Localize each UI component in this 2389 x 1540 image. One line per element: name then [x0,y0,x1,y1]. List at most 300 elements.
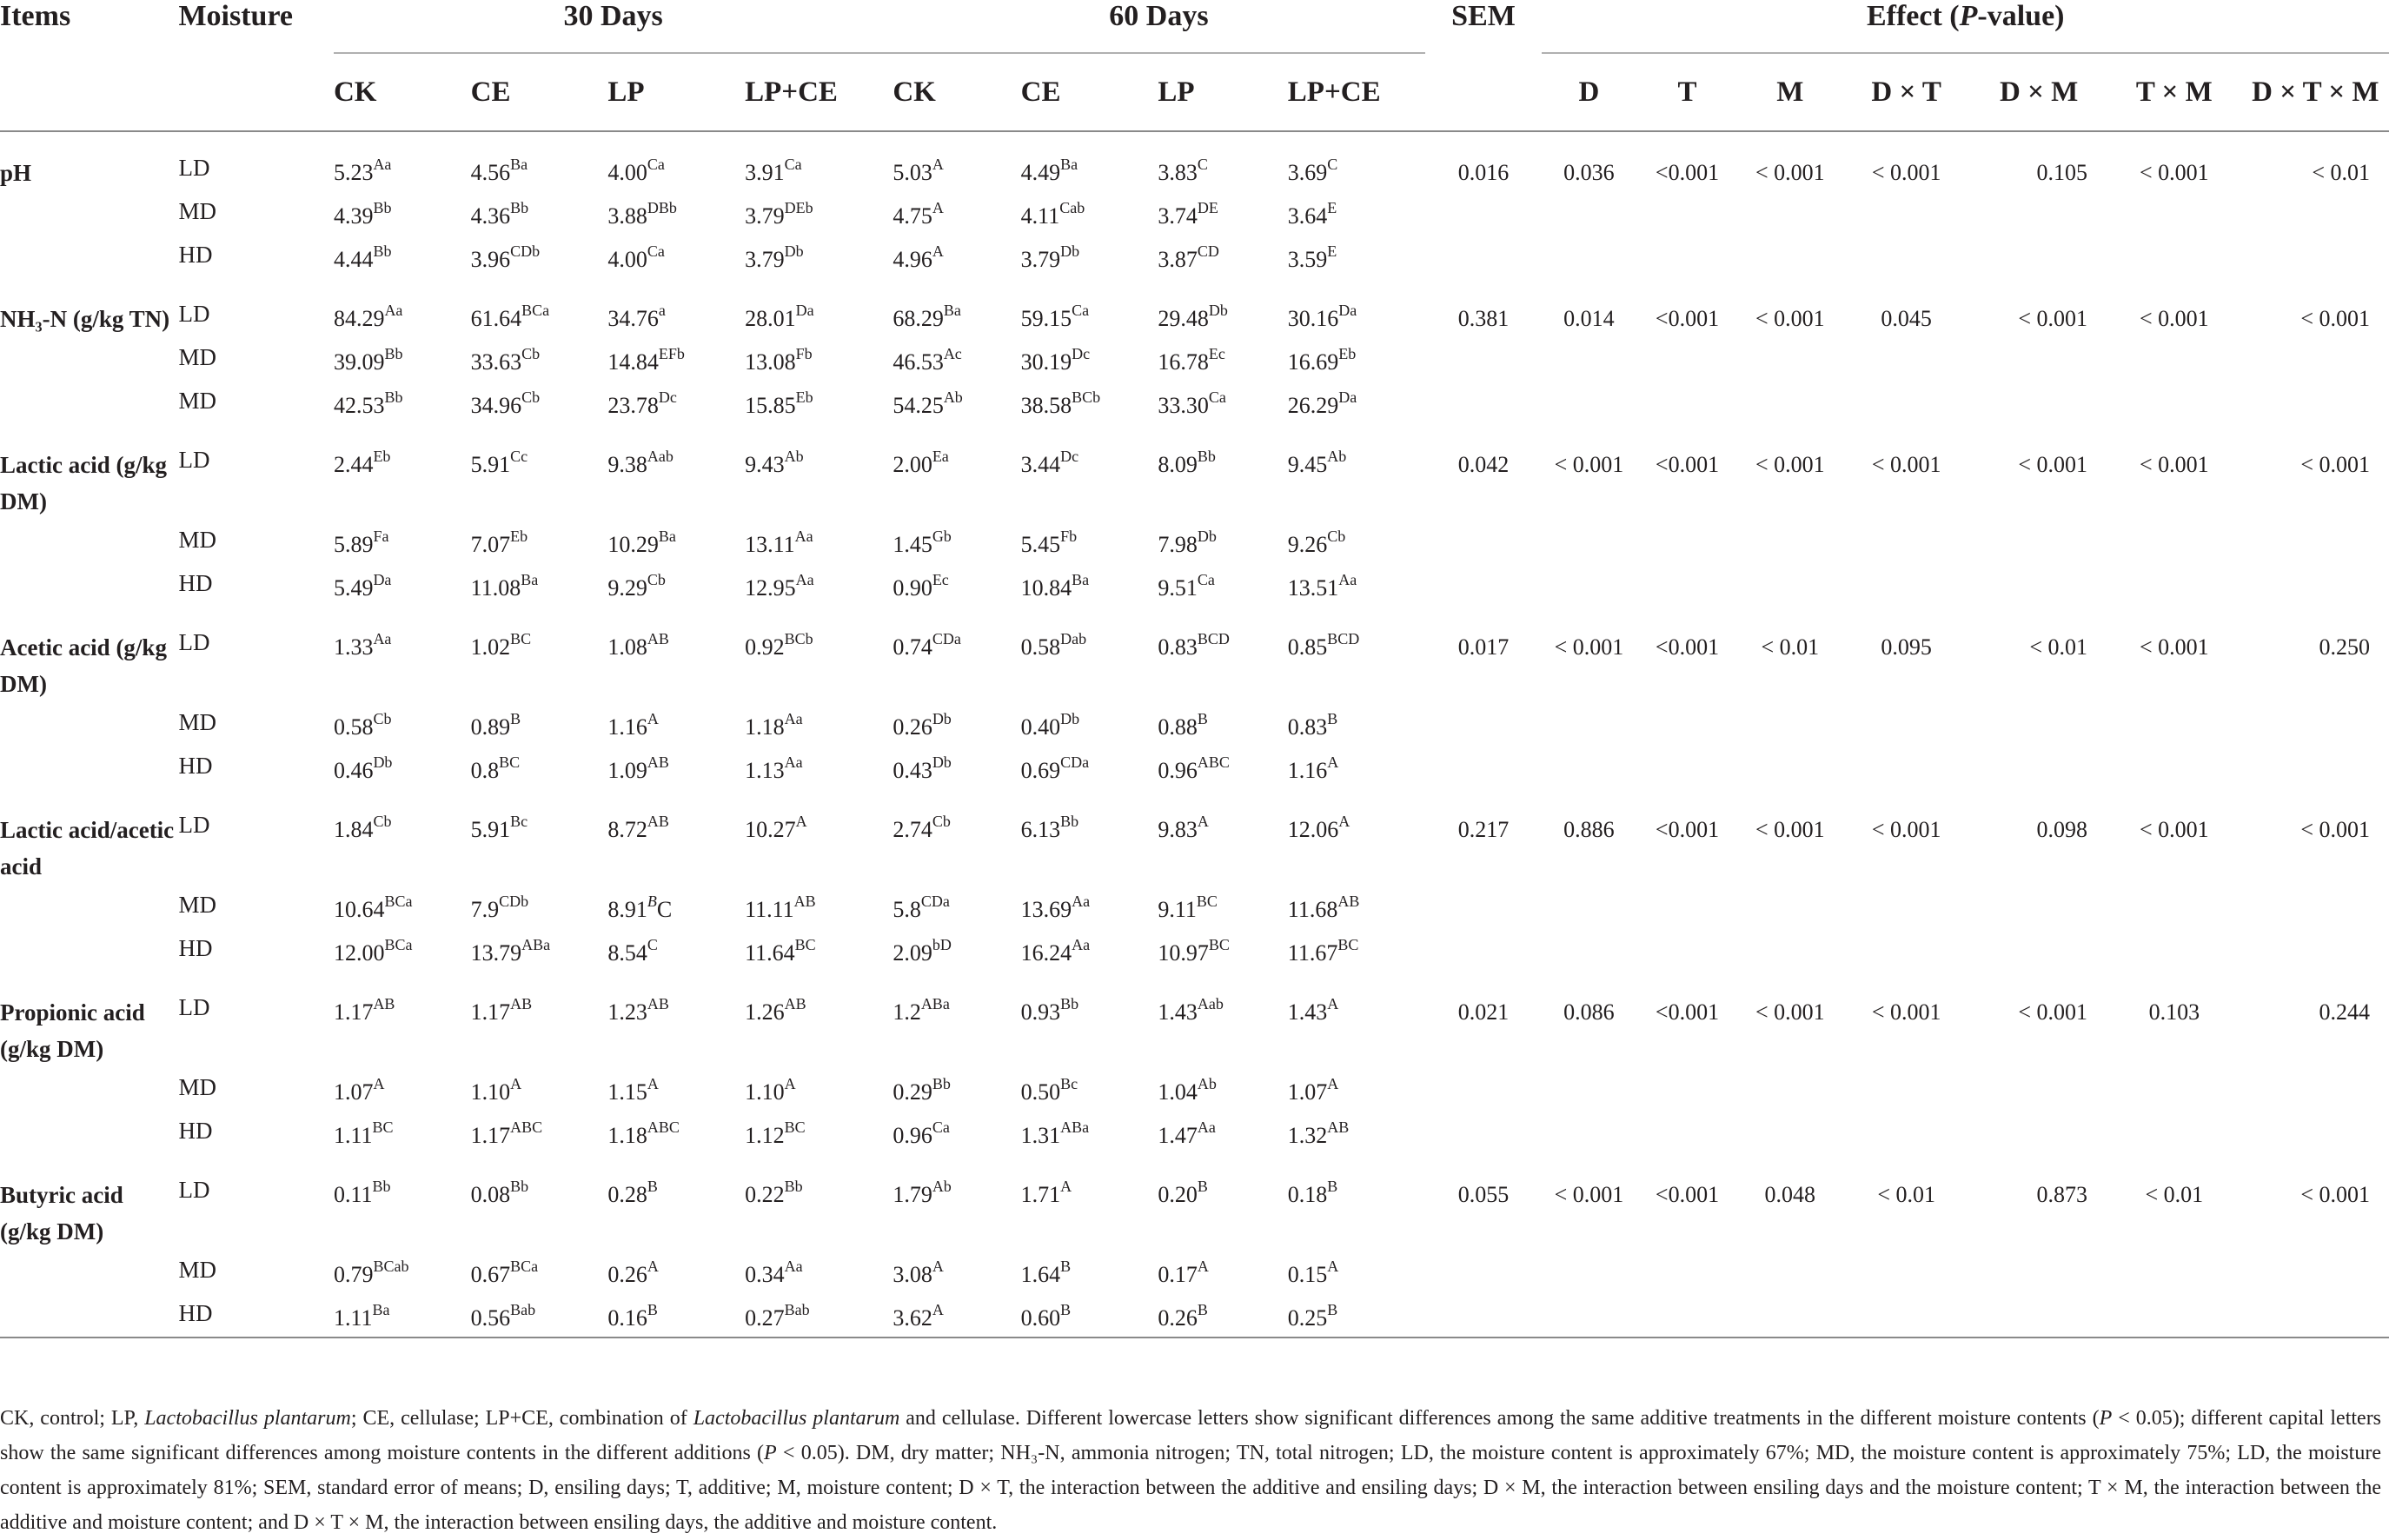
empty-cell [2107,1067,2242,1111]
moisture-label: HD [178,753,213,779]
empty-cell [1739,702,1842,746]
value-number: 0.43 [893,758,932,783]
value-cell [334,424,471,520]
p-value: < 0.001 [2300,817,2370,842]
p-value: < 0.001 [2300,306,2370,331]
empty-cell [1542,1067,1636,1111]
value-cell [1288,885,1425,928]
empty-cell [1425,191,1543,235]
value-number: 3.88 [607,203,647,229]
value-number: 30.19 [1020,349,1072,375]
significance-letters: B [1060,1258,1072,1275]
value-cell [471,1154,608,1250]
significance-letters: Aa [373,630,392,647]
value-number: 38.58 [1020,393,1072,418]
header-60-days: 60 Days [893,0,1424,53]
significance-letters: Ca [647,156,665,173]
value-number: 13.69 [1020,897,1072,922]
value-number: 30.16 [1287,306,1339,331]
significance-letters: Dc [1072,345,1091,362]
value-number: 12.06 [1287,817,1339,842]
value-cell [1021,1293,1158,1338]
significance-letters: BC [499,753,521,771]
value-number: 0.08 [470,1182,511,1207]
p-value: < 0.01 [1761,634,1820,660]
significance-letters: Db [1197,528,1217,545]
value-cell [334,928,471,972]
value-number: 0.79 [333,1262,374,1287]
value-number: 2.00 [893,452,932,477]
sem-value: 0.217 [1457,817,1510,842]
value-number: 59.15 [1020,306,1072,331]
value-cell [607,131,745,191]
value-number: 5.49 [333,575,374,601]
significance-letters: A [1327,995,1339,1012]
p-value: 0.014 [1563,306,1615,331]
significance-letters: Ac [943,345,962,362]
significance-letters: Cab [1059,199,1085,216]
value-number: 5.03 [893,160,932,185]
p-value: < 0.01 [1877,1182,1935,1207]
empty-cell [1971,1067,2107,1111]
p-value: < 0.001 [2140,817,2209,842]
value-number: 1.43 [1287,999,1328,1025]
value-number: 4.44 [333,247,374,272]
value-cell [1021,928,1158,972]
value-cell [334,520,471,563]
empty-cell [2107,191,2242,235]
significance-letters: Ca [932,1118,950,1136]
header-treatment: CK [334,53,471,131]
value-number: 3.96 [470,247,511,272]
p-value: < 0.001 [1871,999,1941,1025]
header-subrow [0,53,2389,131]
p-value: < 0.001 [2300,452,2370,477]
value-cell [471,746,608,789]
value-cell [1288,972,1425,1067]
header-blank [0,53,178,131]
value-cell [471,381,608,424]
value-number: 5.89 [333,532,374,557]
significance-letters: Db [1060,242,1080,260]
item-blank [0,1111,178,1154]
item-label: Lactic acid/acetic acid [0,817,175,880]
empty-cell [2107,337,2242,381]
empty-cell [1636,191,1738,235]
p-value: < 0.001 [1871,452,1941,477]
significance-letters: Dc [658,388,677,406]
significance-letters: BCa [384,936,413,953]
item-blank [0,885,178,928]
value-number: 3.87 [1158,247,1198,272]
value-cell [607,702,745,746]
empty-cell [1425,520,1543,563]
value-number: 0.83 [1287,714,1328,740]
value-number: 3.44 [1020,452,1061,477]
significance-letters: Aab [647,448,674,465]
value-number: 1.11 [333,1305,373,1331]
value-number: 2.74 [893,817,932,842]
value-cell [1021,702,1158,746]
empty-cell [1542,702,1636,746]
significance-letters: Ab [784,448,804,465]
significance-letters: AB [373,995,395,1012]
value-cell [607,520,745,563]
value-cell [1288,1111,1425,1154]
empty-cell [2242,885,2389,928]
value-cell [1021,607,1158,702]
value-number: 7.9 [470,897,500,922]
value-cell [745,337,893,381]
value-number: 1.08 [607,634,647,660]
empty-cell [1636,885,1738,928]
value-number: 0.20 [1158,1182,1198,1207]
significance-letters: Ab [932,1178,952,1195]
value-cell [471,278,608,337]
p-value: < 0.001 [1554,634,1624,660]
value-cell [1158,1293,1287,1338]
significance-letters: Cb [521,345,541,362]
empty-cell [1739,1111,1842,1154]
significance-letters: A [784,1075,796,1092]
significance-letters: Cc [510,448,528,465]
significance-letters: A [1197,813,1209,830]
significance-letters: ABa [521,936,551,953]
significance-letters: Fa [373,528,389,545]
empty-cell [1636,1293,1738,1338]
value-cell [334,746,471,789]
value-number: 4.56 [470,160,511,185]
significance-letters: AB [1327,1118,1350,1136]
value-cell [334,1250,471,1293]
value-cell [607,278,745,337]
value-number: 1.33 [333,634,374,660]
value-suffix: C [656,897,673,922]
value-cell [1288,424,1425,520]
p-value: <0.001 [1655,160,1720,185]
value-cell [1158,928,1287,972]
p-value: <0.001 [1655,999,1720,1025]
significance-letters: Ca [1197,571,1215,588]
value-number: 0.26 [607,1262,647,1287]
empty-cell [1636,746,1738,789]
p-value: < 0.001 [2140,160,2209,185]
value-cell [1288,746,1425,789]
sem-value: 0.055 [1457,1182,1510,1207]
value-number: 15.85 [745,393,796,418]
value-number: 26.29 [1287,393,1339,418]
value-number: 4.11 [1020,203,1060,229]
value-number: 1.43 [1158,999,1198,1025]
moisture-label: MD [178,892,216,918]
empty-cell [1971,563,2107,607]
value-number: 14.84 [607,349,659,375]
value-cell [471,702,608,746]
empty-cell [1739,563,1842,607]
significance-letters: Db [373,753,393,771]
significance-letters: B [1060,1301,1072,1318]
value-cell [1021,972,1158,1067]
empty-cell [2107,702,2242,746]
significance-letters: Aa [784,753,803,771]
empty-cell [1971,885,2107,928]
empty-cell [1739,746,1842,789]
value-number: 1.10 [745,1079,785,1105]
moisture-label: HD [178,1293,333,1338]
significance-letters: Aa [1072,936,1091,953]
value-number: 16.24 [1020,940,1072,966]
value-cell [1021,563,1158,607]
value-number: 39.09 [333,349,385,375]
empty-cell [2107,520,2242,563]
value-cell [1021,337,1158,381]
value-cell [1158,563,1287,607]
header-treatment: LP [607,53,745,131]
p-value: 0.105 [2036,160,2088,185]
value-number: 0.11 [333,1182,373,1207]
significance-letters: Ca [647,242,665,260]
value-number: 0.18 [1287,1182,1328,1207]
sem-value: 0.016 [1457,160,1510,185]
value-number: 5.45 [1020,532,1061,557]
moisture-label: MD [178,709,216,735]
empty-cell [1739,885,1842,928]
value-cell [334,1154,471,1250]
value-number: 1.47 [1158,1123,1198,1148]
p-value: 0.095 [1881,634,1932,660]
empty-cell [1636,702,1738,746]
value-number: 0.15 [1287,1262,1328,1287]
value-number: 4.00 [607,247,647,272]
significance-letters: BC [784,1118,806,1136]
value-number: 1.10 [470,1079,511,1105]
significance-letters: Da [1338,302,1357,319]
value-cell [745,746,893,789]
significance-letters: Bab [510,1301,536,1318]
value-cell [1158,746,1287,789]
value-number: 1.16 [1287,758,1328,783]
empty-cell [2107,928,2242,972]
value-cell [607,337,745,381]
significance-letters: Bb [1060,813,1079,830]
value-number: 68.29 [893,306,944,331]
value-number: 1.18 [607,1123,647,1148]
value-cell [1021,191,1158,235]
empty-cell [1425,381,1543,424]
value-cell [1021,278,1158,337]
significance-letters: ABC [510,1118,543,1136]
significance-letters: Ba [521,571,539,588]
significance-letters: CDa [932,630,961,647]
value-cell [893,972,1020,1067]
table-row [0,702,2389,746]
empty-cell [2242,381,2389,424]
item-blank [0,702,178,746]
table-row [0,972,2389,1067]
value-number: 0.96 [1158,758,1198,783]
significance-letters: Ba [1060,156,1078,173]
value-number: 0.74 [893,634,932,660]
significance-letters: Ba [510,156,528,173]
significance-letters: Eb [1338,345,1357,362]
empty-cell [1425,702,1543,746]
significance-letters: AB [647,995,669,1012]
significance-letters: Cb [373,710,392,727]
value-cell [334,789,471,885]
significance-letters: A [795,813,807,830]
moisture-label: HD [178,1118,213,1144]
value-number: 10.97 [1158,940,1209,966]
empty-cell [1542,191,1636,235]
significance-letters: AB [647,753,669,771]
value-number: 3.69 [1287,160,1328,185]
value-cell [1158,191,1287,235]
value-number: 0.26 [893,714,932,740]
value-number: 42.53 [333,393,385,418]
value-cell [893,928,1020,972]
value-number: 0.96 [893,1123,932,1148]
empty-cell [1636,1067,1738,1111]
significance-letters: AB [647,630,669,647]
value-number: 84.29 [333,306,385,331]
significance-letters: Aa [794,528,813,545]
significance-letters: DE [1197,199,1218,216]
empty-cell [1542,381,1636,424]
significance-letters: BCb [784,630,813,647]
table-row [0,607,2389,702]
significance-letters: A [932,156,944,173]
significance-letters: Ea [932,448,949,465]
value-number: 1.79 [893,1182,932,1207]
significance-letters: BC [1337,936,1359,953]
value-cell [1021,131,1158,191]
header-effect-term: T × M [2107,53,2242,131]
value-cell [1021,746,1158,789]
significance-letters: ABa [920,995,950,1012]
item-label: pH [0,160,32,186]
value-cell [893,1250,1020,1293]
value-cell [334,1067,471,1111]
table-row [0,1293,2389,1338]
significance-letters: Aa [1072,893,1091,910]
value-number: 1.45 [893,532,932,557]
significance-letters: BCa [384,893,413,910]
empty-cell [1542,520,1636,563]
empty-cell [1971,746,2107,789]
value-cell [471,191,608,235]
value-cell [1158,131,1287,191]
significance-letters: BCb [1072,388,1101,406]
significance-letters: a [658,302,666,319]
item-blank [0,520,178,563]
significance-letters: Ec [1208,345,1225,362]
value-cell [893,1154,1020,1250]
significance-letters: Cb [521,388,541,406]
value-number: 1.2 [893,999,921,1025]
value-cell [334,1111,471,1154]
value-cell [607,607,745,702]
moisture-label: LD [178,447,210,473]
value-number: 34.76 [607,306,659,331]
header-treatment: CK [893,53,1020,131]
value-number: 1.07 [1287,1079,1328,1105]
significance-letters: Ab [943,388,963,406]
value-number: 3.64 [1287,203,1328,229]
value-cell [334,1293,471,1338]
value-number: 7.98 [1158,532,1198,557]
significance-letters: Bb [384,345,403,362]
value-cell [745,520,893,563]
value-cell [1158,337,1287,381]
significance-letters: A [510,1075,522,1092]
significance-letters: Eb [373,448,391,465]
header-treatment: LP+CE [745,53,893,131]
empty-cell [1636,235,1738,278]
significance-letters: Bb [510,1178,529,1195]
significance-letters: BCa [510,1258,539,1275]
header-effect-term: D [1542,53,1636,131]
value-cell [893,381,1020,424]
value-number: 16.69 [1287,349,1339,375]
value-number: 3.08 [893,1262,932,1287]
empty-cell [2107,746,2242,789]
moisture-label: MD [178,388,216,414]
value-number: 4.75 [893,203,932,229]
empty-cell [1425,563,1543,607]
item-blank [0,191,178,235]
header-treatment: CE [471,53,608,131]
value-cell [471,1250,608,1293]
p-value: < 0.01 [2145,1182,2204,1207]
value-cell [1021,1111,1158,1154]
value-number: 33.30 [1158,393,1209,418]
value-cell [745,1111,893,1154]
significance-letters: AB [793,893,816,910]
significance-letters: Aa [795,571,814,588]
significance-letters: CDa [920,893,950,910]
significance-letters: B [647,893,657,910]
value-cell [1021,520,1158,563]
value-number: 0.40 [1020,714,1061,740]
value-number: 0.83 [1158,634,1198,660]
significance-letters: Bb [784,1178,803,1195]
value-number: 9.26 [1287,532,1328,557]
value-cell [745,424,893,520]
value-cell [471,972,608,1067]
significance-letters: CDb [499,893,529,910]
value-number: 1.13 [745,758,785,783]
empty-cell [2242,235,2389,278]
significance-letters: B [510,710,521,727]
value-cell [471,424,608,520]
item-label: Acetic acid (g/kg DM) [0,634,167,697]
header-effect: Effect (P-value) [1542,0,2389,53]
table-row [0,337,2389,381]
significance-letters: C [1197,156,1208,173]
significance-letters: CD [1197,242,1219,260]
significance-letters: bD [932,936,952,953]
significance-letters: Bb [1060,995,1079,1012]
significance-letters: Bb [1197,448,1216,465]
value-number: 0.69 [1020,758,1061,783]
empty-cell [1842,885,1971,928]
value-cell [471,885,608,928]
empty-cell [1425,1067,1543,1111]
value-number: 9.45 [1287,452,1328,477]
value-cell [745,235,893,278]
p-value: < 0.001 [2140,634,2209,660]
value-number: 2.09 [893,940,932,966]
